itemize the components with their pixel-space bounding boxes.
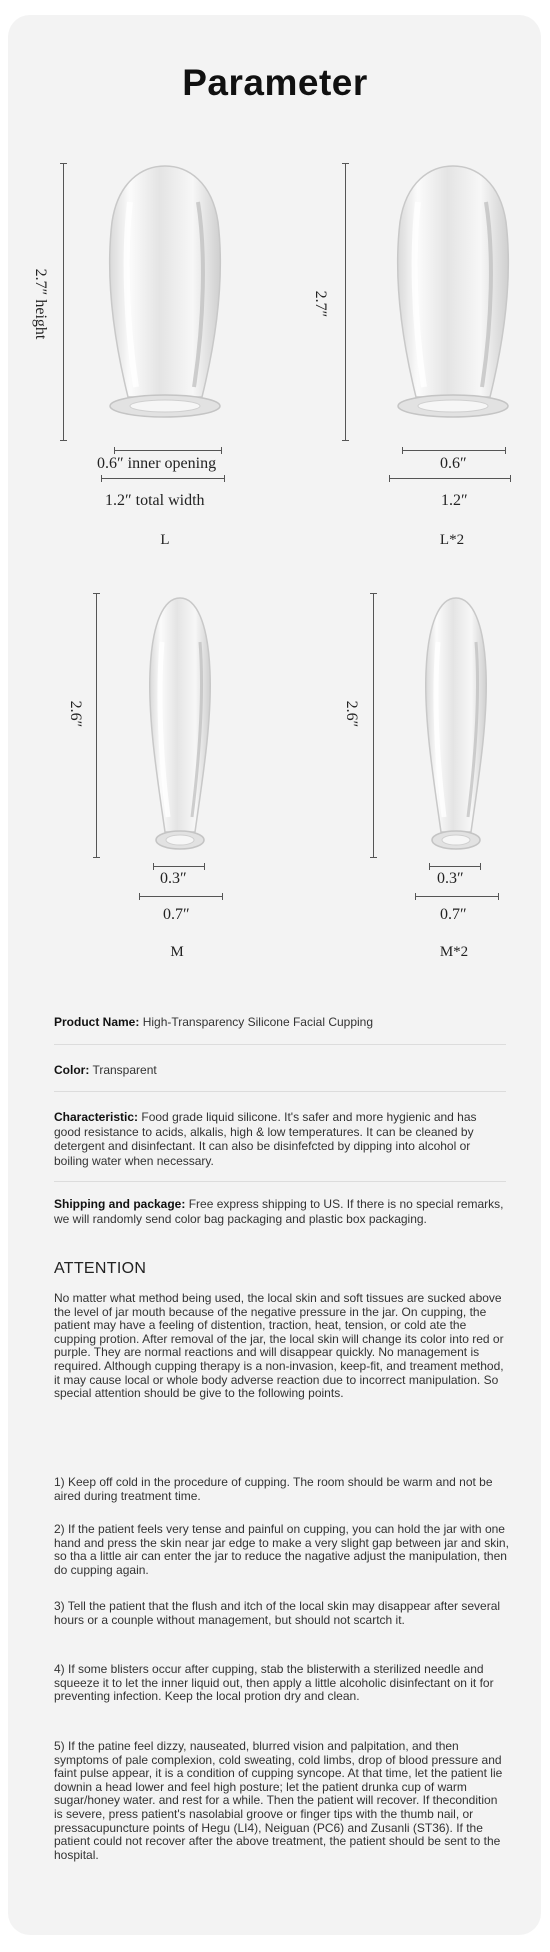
attention-title: ATTENTION <box>54 1260 147 1277</box>
shipping-value: Free express shipping to US. If there is no special remarks, we will randomly send color bag packaging and plastic box packaging. <box>54 1197 504 1226</box>
cup-l2-opening-line <box>402 450 506 451</box>
product-characteristic <box>54 1110 504 1168</box>
cup-m-width-label: 0.7″ <box>163 906 190 923</box>
product-name-value: High-Transparency Silicone Facial Cupping <box>139 1015 374 1029</box>
cup-l2-size-label: L*2 <box>439 532 465 548</box>
attention-intro: No matter what method being used, the local skin and soft tissues are sucked above the level of jar mouth because of the negative pressure in the jar. On cupping, the patient may have a feeling of distention, traction, heat, tension, or cold ate the cupping protion. After removal of the jar, the local skin will change its color into red or purple. They are normal reactions and will disappear quickly. No management is required. Although cupping therapy is a non-invasion, keep-fit, and treament method, it may cause local or whole body adverse reaction due to incorrect manipulation. So special attention should be give to the following points. <box>54 1291 504 1401</box>
cup-m2-opening-line <box>429 866 481 867</box>
cup-l2-width-label: 1.2″ <box>441 492 468 509</box>
color-value: Transparent <box>89 1063 157 1077</box>
divider <box>54 1181 506 1182</box>
product-color <box>54 1063 504 1078</box>
divider <box>54 1091 506 1092</box>
cup-l-opening-line <box>114 450 222 451</box>
cup-m2-width-label: 0.7″ <box>440 906 467 923</box>
cup-l2-height-label: 2.7″ <box>312 290 329 318</box>
cup-l-image <box>100 162 230 432</box>
attention-point: 4) If some blisters occur after cupping, stab the blisterwith a sterilized needle and squeeze it to let the inner liquid out, then apply a little alcoholic disinfectant on it for preventing infection. Keep the local protion dry and clean. <box>54 1662 494 1704</box>
cup-m-height-line <box>96 593 97 858</box>
attention-point: 2) If the patient feels very tense and painful on cupping, you can hold the jar with one hand and press the skin near jar edge to make a very slight gap between jar and skin, so tha a little air can enter the jar to reduce the nagative adjust the manipulation, then do cupping again. <box>54 1522 509 1577</box>
attention-point: 3) Tell the patient that the flush and itch of the local skin may disappear after several hours or a counple without management, but should not scartch it. <box>54 1599 501 1627</box>
attention-point: 5) If the patine feel dizzy, nauseated, blurred vision and palpitation, and then symptoms of pale complexion, cold sweating, cold limbs, drop of blood pressure and faint pulse appear, it is a condition of cupping syncope. At that time, let the patient lie downin a head lower and feel high posture; let the patient drunka cup of warm sugar/honey water. and rest for a while. Then the patient will recover. If thecondition is severe, press patient's nasolabial groove or finger tips with the thumb nail, or pressacupuncture points of Hegu (LI4), Neiguan (PC6) and Zusanli (ST36). If the patient could not recover after the above treatment, the patient should be sent to the hospital. <box>54 1739 503 1862</box>
cup-m-width-line <box>139 896 223 897</box>
divider <box>54 1044 506 1045</box>
cup-l-width-label: 1.2″ total width <box>105 492 205 509</box>
cup-m-size-label: M <box>170 944 184 960</box>
cup-l-height-line <box>63 163 64 441</box>
cup-m2-size-label: M*2 <box>439 944 469 960</box>
color-label: Color: <box>54 1063 90 1077</box>
cup-m2-height-line <box>373 593 374 858</box>
cup-m2-height-label: 2.6″ <box>343 700 360 728</box>
cup-l2-image <box>388 162 518 432</box>
cup-m-opening-line <box>153 866 205 867</box>
cup-m2-width-line <box>415 896 499 897</box>
page-title: Parameter <box>182 62 368 103</box>
cup-l-size-label: L <box>160 532 170 548</box>
characteristic-label: Characteristic: <box>54 1110 139 1124</box>
cup-m2-opening-label: 0.3″ <box>437 870 464 887</box>
cup-l2-width-line <box>389 478 511 479</box>
cup-m-image <box>140 592 220 862</box>
product-name <box>54 1015 504 1030</box>
cup-m2-image <box>416 592 496 862</box>
cup-m-height-label: 2.6″ <box>67 700 84 728</box>
cup-l2-opening-label: 0.6″ <box>440 455 467 472</box>
shipping-label: Shipping and package: <box>54 1197 186 1211</box>
cup-l-height-label: 2.7″ height <box>32 268 49 340</box>
characteristic-value: Food grade liquid silicone. It's safer and more hygienic and has good resistance to acids, alkalis, high & low temperatures. It can be cleaned by detergent and disinfectant. It can also be disinfefcted by dipping into alcohol or boiling water when necessary. <box>54 1110 477 1168</box>
attention-point: 1) Keep off cold in the procedure of cupping. The room should be warm and not be aired during treatment time. <box>54 1475 493 1503</box>
cup-l-width-line <box>101 478 225 479</box>
product-shipping <box>54 1197 504 1226</box>
cup-l-opening-label: 0.6″ inner opening <box>97 455 217 472</box>
cup-m-opening-label: 0.3″ <box>160 870 187 887</box>
cup-l2-height-line <box>345 163 346 441</box>
product-name-label: Product Name: <box>54 1015 140 1029</box>
